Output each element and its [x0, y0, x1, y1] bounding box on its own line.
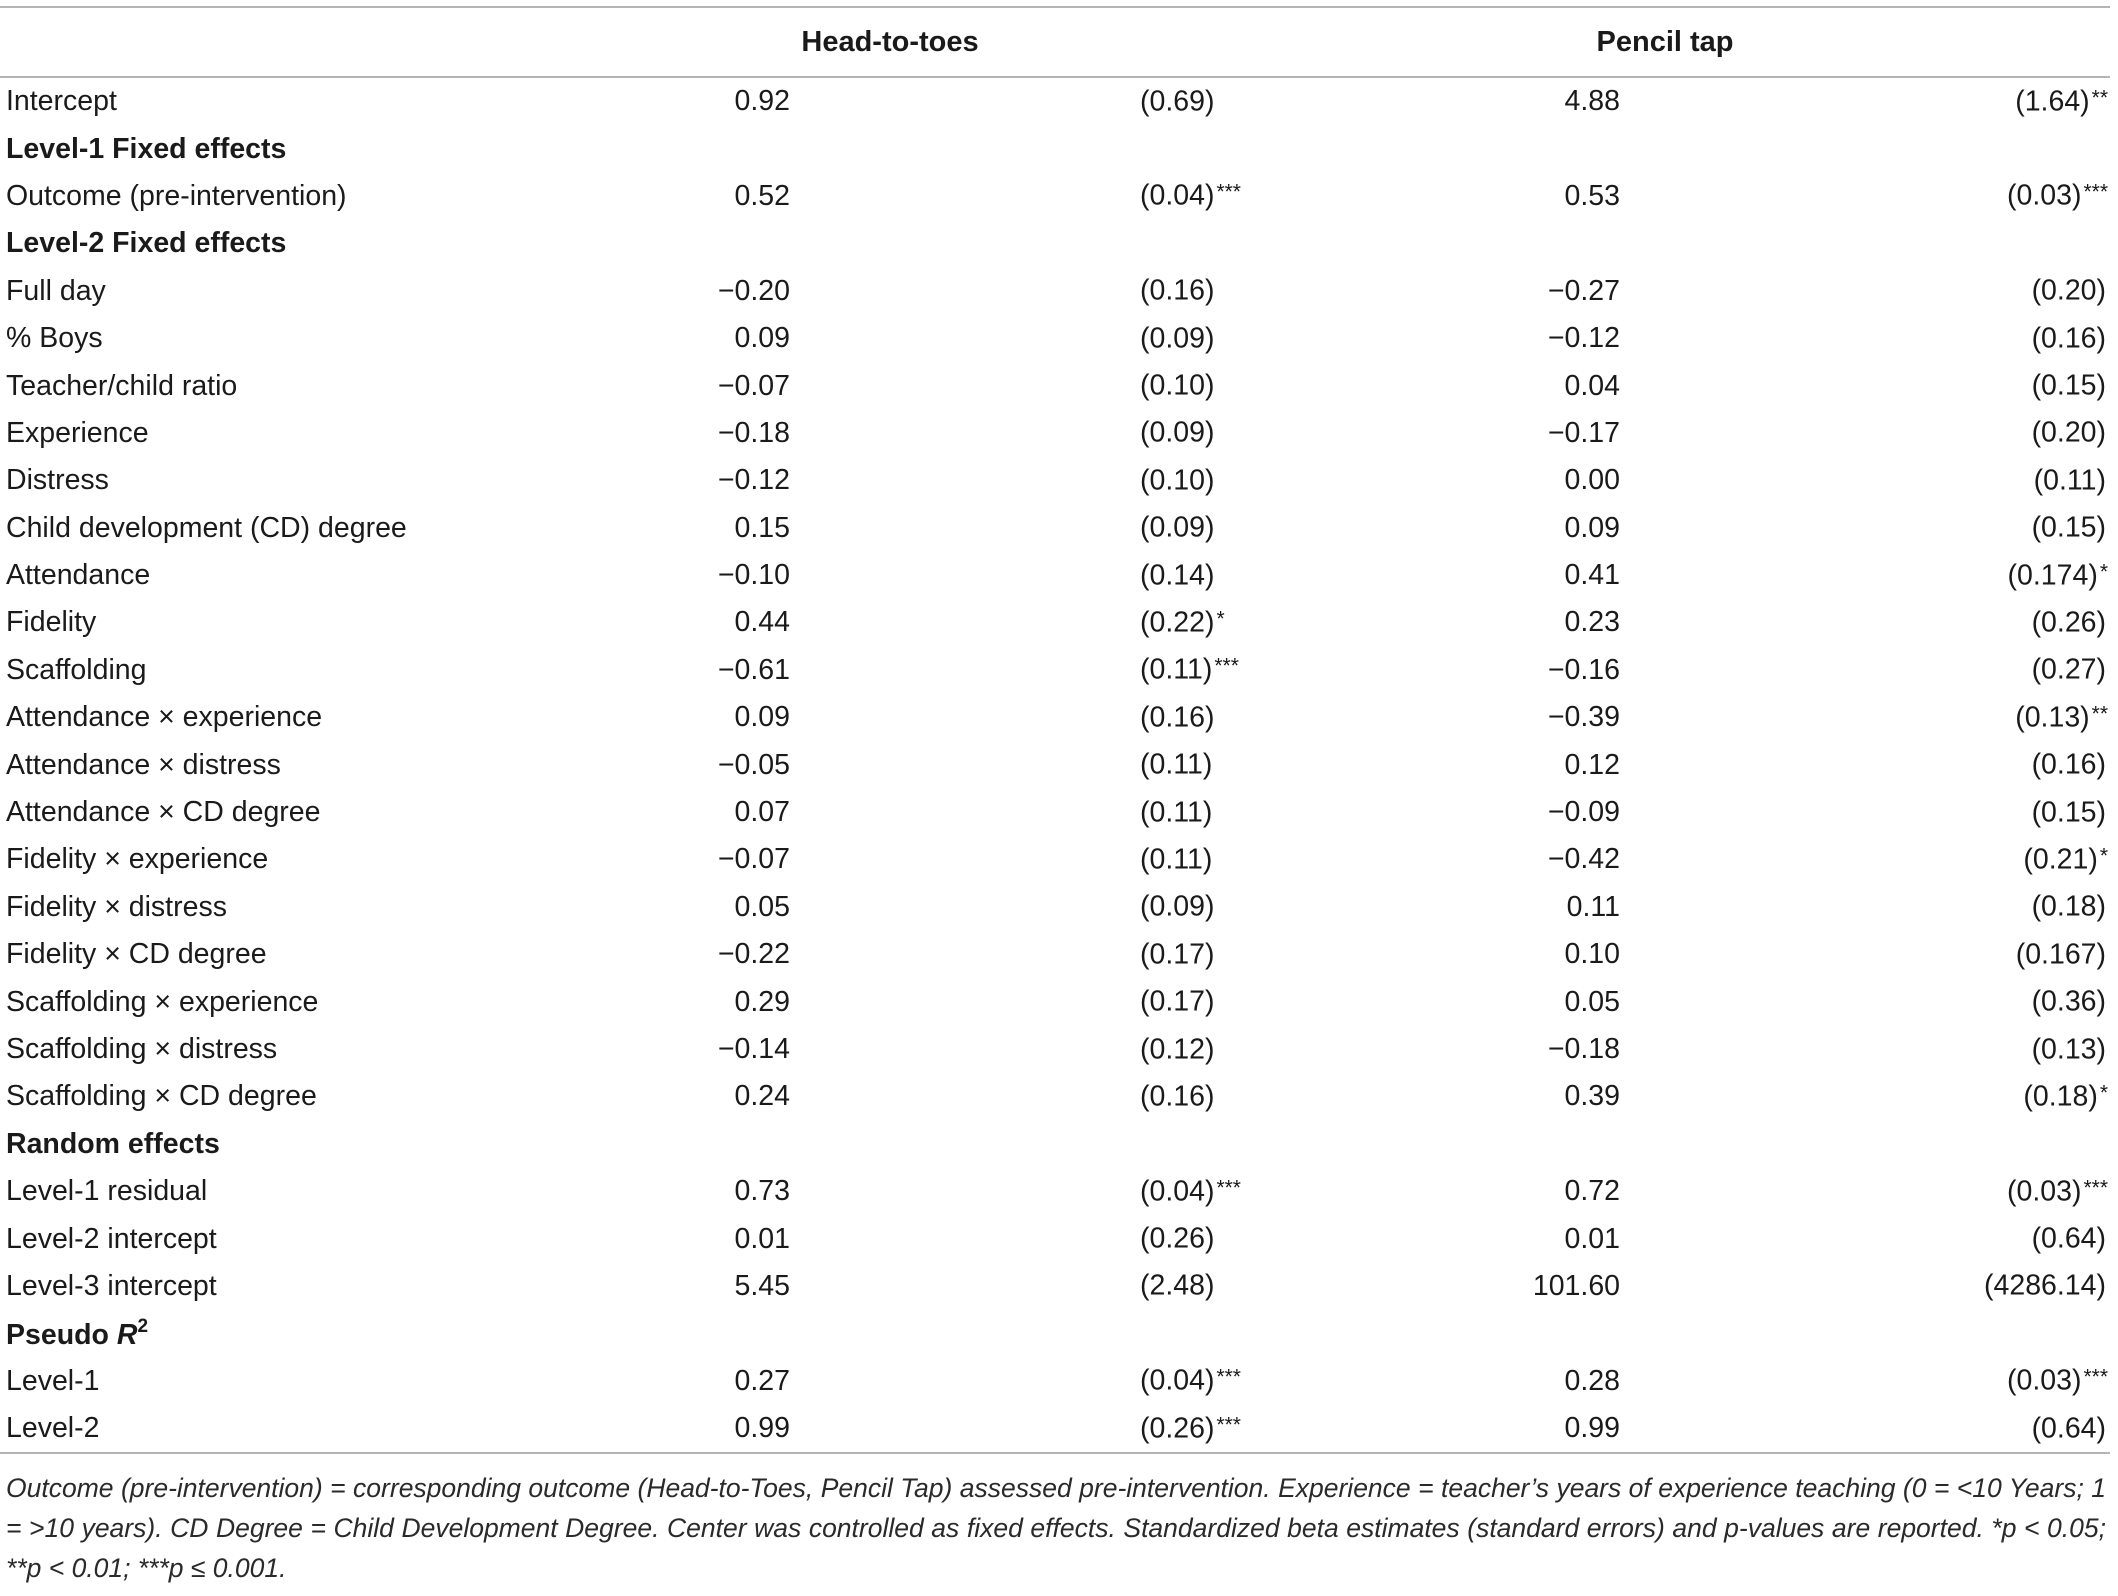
- row-label: Experience: [6, 416, 149, 449]
- pencil-tap-se-wrap: [2032, 370, 2108, 403]
- pencil-tap-se-wrap: [2032, 512, 2108, 545]
- head-to-toes-se-cell: [790, 599, 1225, 646]
- head-to-toes-se-wrap: [1140, 1080, 1214, 1113]
- pencil-tap-se-cell: [1620, 599, 2110, 646]
- row-label: Attendance × experience: [6, 701, 323, 734]
- pencil-tap-se-cell: [1620, 552, 2110, 599]
- pencil-tap-significance: **: [2091, 86, 2109, 110]
- pencil-tap-se-wrap: [2032, 796, 2108, 829]
- head-to-toes-se-cell: [790, 173, 1241, 220]
- head-to-toes-se-cell: [790, 978, 1220, 1025]
- head-to-toes-se-cell: [790, 1073, 1220, 1120]
- head-to-toes-se: (0.10): [1140, 464, 1215, 497]
- pencil-tap-se-wrap: [2008, 559, 2109, 592]
- row-label: % Boys: [6, 322, 103, 355]
- pencil-tap-estimate: 0.23: [1564, 606, 1621, 639]
- head-to-toes-se: (0.04): [1140, 1175, 1215, 1208]
- table-footnote: Outcome (pre-intervention) = corresponding outcome (Head-to-Toes, Pencil Tap) assessed pre-intervention. Experience = teacher’s years of experience teaching (0 = <10 Years; 1 = >10 years). CD Degree = Child Development Degree. Center was controlled as fixed effects. Standardized beta estimates (standard errors) and p-values are reported. *p < 0.05; **p < 0.01; ***p ≤ 0.001.: [6, 1473, 2106, 1583]
- pencil-tap-se-wrap: [1984, 1270, 2108, 1303]
- head-to-toes-se: (0.11): [1140, 653, 1213, 686]
- head-to-toes-se: (0.16): [1140, 274, 1215, 307]
- row-label: Level-1 residual: [6, 1175, 208, 1208]
- pencil-tap-estimate: 0.04: [1564, 369, 1621, 402]
- head-to-toes-estimate: −0.07: [717, 843, 790, 876]
- pencil-tap-se-wrap: [2007, 1175, 2108, 1208]
- pencil-tap-estimate: 0.53: [1564, 179, 1621, 212]
- table-row: [0, 647, 2110, 694]
- head-to-toes-se-cell: [790, 1026, 1220, 1073]
- pencil-tap-estimate: 0.41: [1564, 559, 1621, 592]
- table-row: [0, 599, 2110, 646]
- head-to-toes-se-cell: [790, 1358, 1241, 1405]
- pencil-tap-se: (0.64): [2031, 1412, 2107, 1445]
- pencil-tap-se-cell: [1620, 268, 2110, 315]
- pencil-tap-significance: **: [2091, 702, 2109, 726]
- pencil-tap-se-cell: [1620, 1358, 2110, 1405]
- head-to-toes-estimate: 0.09: [734, 701, 790, 734]
- head-to-toes-se-cell: [790, 362, 1220, 409]
- section-label-text: Level-1 Fixed effects: [6, 132, 287, 165]
- head-to-toes-estimate: 0.01: [734, 1222, 790, 1255]
- table-row: [0, 789, 2110, 836]
- head-to-toes-se: (0.11): [1140, 843, 1213, 876]
- head-to-toes-se-cell: [790, 268, 1220, 315]
- section-label-text: Level-2 Fixed effects: [6, 227, 287, 260]
- head-to-toes-se: (0.10): [1140, 369, 1215, 402]
- head-to-toes-estimate: 0.99: [560, 1405, 790, 1453]
- head-to-toes-significance: ***: [1216, 1413, 1241, 1437]
- head-to-toes-se: (0.17): [1140, 938, 1215, 971]
- pencil-tap-se-cell: [1620, 1405, 2110, 1453]
- pencil-tap-se-wrap: [2015, 85, 2108, 118]
- table-row: [0, 1168, 2110, 1215]
- head-to-toes-se-wrap: [1140, 512, 1214, 545]
- head-to-toes-se: (0.14): [1140, 559, 1215, 592]
- pencil-tap-se: (0.20): [2031, 416, 2107, 449]
- section-row: [0, 220, 2110, 267]
- head-to-toes-se: (0.04): [1140, 1364, 1215, 1397]
- pencil-tap-se-cell: [1620, 1215, 2110, 1262]
- head-to-toes-estimate: −0.61: [717, 653, 790, 686]
- head-to-toes-se: (0.11): [1140, 748, 1213, 781]
- table-row: [0, 1215, 2110, 1262]
- head-to-toes-se-wrap: [1140, 606, 1225, 639]
- head-to-toes-se-cell: [790, 552, 1220, 599]
- pencil-tap-estimate: 101.60: [1532, 1269, 1621, 1302]
- pencil-tap-se-cell: [1620, 978, 2110, 1025]
- row-label: Full day: [6, 274, 106, 307]
- head-to-toes-significance: ***: [1216, 1176, 1241, 1200]
- head-to-toes-se-cell: [790, 410, 1220, 457]
- row-label: Attendance × CD degree: [6, 796, 321, 829]
- row-label: Intercept: [6, 85, 117, 118]
- pencil-tap-se-wrap: [2023, 1080, 2108, 1113]
- table-row: [0, 505, 2110, 552]
- row-label: Fidelity × experience: [6, 843, 269, 876]
- head-to-toes-se-wrap: [1140, 1365, 1241, 1398]
- pencil-tap-se: (0.18): [2031, 890, 2107, 923]
- head-to-toes-estimate: 0.92: [734, 85, 790, 118]
- pencil-tap-se: (0.20): [2031, 274, 2107, 307]
- head-to-toes-estimate: 0.27: [734, 1364, 790, 1397]
- head-to-toes-estimate: −0.07: [717, 369, 790, 402]
- pencil-tap-se: (0.03): [2007, 1364, 2082, 1397]
- head-to-toes-estimate: 5.45: [734, 1269, 790, 1302]
- head-to-toes-se-wrap: [1140, 891, 1214, 924]
- table-row: [0, 77, 2110, 125]
- pencil-tap-se-cell: [1620, 315, 2110, 362]
- row-label: Distress: [6, 464, 109, 497]
- table-row: [0, 457, 2110, 504]
- row-label: Level-2: [0, 1405, 560, 1453]
- head-to-toes-se-cell: [790, 789, 1220, 836]
- pencil-tap-se-wrap: [2032, 275, 2108, 308]
- head-to-toes-se-wrap: [1140, 749, 1212, 782]
- table-row: [0, 552, 2110, 599]
- pencil-tap-se-cell: [1620, 362, 2110, 409]
- head-to-toes-estimate: 0.24: [734, 1080, 790, 1113]
- pencil-tap-se-cell: [1620, 505, 2110, 552]
- head-to-toes-se: (0.16): [1140, 701, 1215, 734]
- head-to-toes-se-cell: [790, 315, 1220, 362]
- pencil-tap-se: (0.36): [2031, 985, 2107, 1018]
- head-to-toes-estimate: 0.09: [734, 322, 790, 355]
- pencil-tap-se: (0.15): [2031, 511, 2107, 544]
- pencil-tap-se-wrap: [2015, 701, 2108, 734]
- head-to-toes-significance: *: [1216, 607, 1225, 631]
- pencil-tap-se-wrap: [2016, 938, 2108, 971]
- head-to-toes-se: (0.09): [1140, 890, 1215, 923]
- pencil-tap-estimate: −0.17: [1547, 416, 1621, 449]
- pencil-tap-se: (0.03): [2007, 1175, 2082, 1208]
- head-to-toes-estimate: 0.44: [734, 606, 790, 639]
- header-blank: [0, 7, 560, 77]
- pencil-tap-se: (0.15): [2031, 796, 2107, 829]
- section-label: [0, 1310, 2110, 1357]
- head-to-toes-se: (0.11): [1140, 796, 1213, 829]
- section-label: [0, 125, 2110, 172]
- head-to-toes-estimate: −0.20: [717, 274, 790, 307]
- pencil-tap-se-wrap: [2032, 1223, 2108, 1256]
- row-label: Level-2 intercept: [6, 1222, 217, 1255]
- pencil-tap-se-wrap: [2034, 464, 2108, 497]
- head-to-toes-se-wrap: [1140, 180, 1241, 213]
- head-to-toes-se: (0.17): [1140, 985, 1215, 1018]
- pencil-tap-se-cell: [1620, 77, 2110, 125]
- pencil-tap-se: (0.18): [2023, 1080, 2098, 1113]
- pencil-tap-se-cell: [1620, 457, 2110, 504]
- pencil-tap-se-wrap: [2032, 891, 2108, 924]
- table-row: [0, 1073, 2110, 1120]
- section-label-text: Random effects: [6, 1127, 220, 1160]
- pencil-tap-se: (0.15): [2031, 369, 2107, 402]
- row-label: Fidelity × distress: [6, 890, 227, 923]
- head-to-toes-se-wrap: [1140, 654, 1239, 687]
- pencil-tap-significance: *: [2099, 1081, 2109, 1105]
- pencil-tap-se-wrap: [2032, 654, 2108, 687]
- table-row: [0, 315, 2110, 362]
- pencil-tap-se-cell: [1620, 1026, 2110, 1073]
- pencil-tap-estimate: 0.05: [1564, 985, 1621, 1018]
- row-label: Level-3 intercept: [6, 1269, 217, 1302]
- row-label: Scaffolding × distress: [6, 1033, 278, 1065]
- pencil-tap-se-cell: [1620, 836, 2110, 883]
- head-to-toes-se: (2.48): [1140, 1269, 1215, 1302]
- section-label: [0, 220, 2110, 267]
- section-row: [0, 125, 2110, 172]
- head-to-toes-se-cell: [790, 1168, 1241, 1215]
- pencil-tap-se: (0.21): [2023, 843, 2098, 876]
- pencil-tap-se-wrap: [2023, 843, 2108, 876]
- head-to-toes-estimate: −0.12: [717, 464, 790, 497]
- head-to-toes-se: (0.12): [1140, 1033, 1215, 1065]
- row-label: Outcome (pre-intervention): [6, 179, 347, 212]
- table-header: [0, 7, 2110, 77]
- head-to-toes-se-cell: [790, 884, 1220, 931]
- head-to-toes-estimate: 0.07: [734, 796, 790, 829]
- pencil-tap-estimate: 0.10: [1564, 938, 1621, 971]
- table-row: [0, 931, 2110, 978]
- head-to-toes-se-cell: [790, 647, 1239, 694]
- pencil-tap-estimate: 0.99: [1220, 1405, 1620, 1453]
- section-label: [0, 1121, 2110, 1168]
- head-to-toes-estimate: −0.05: [717, 748, 790, 781]
- head-to-toes-se-wrap: [1140, 1412, 1241, 1445]
- head-to-toes-se-cell: [790, 1263, 1220, 1310]
- head-to-toes-se-wrap: [1140, 370, 1214, 403]
- pencil-tap-se: (0.13): [2031, 1033, 2107, 1065]
- pencil-tap-se-wrap: [2032, 417, 2108, 450]
- pencil-tap-estimate: 0.28: [1564, 1364, 1621, 1397]
- pencil-tap-estimate: 0.11: [1566, 890, 1621, 923]
- table-row: [0, 1263, 2110, 1310]
- head-to-toes-se-cell: [790, 836, 1220, 883]
- head-to-toes-estimate: −0.10: [717, 559, 790, 592]
- head-to-toes-se-wrap: [1140, 1033, 1214, 1066]
- pencil-tap-se: (0.26): [2031, 606, 2107, 639]
- head-to-toes-se-cell: [790, 931, 1220, 978]
- pencil-tap-estimate: 4.88: [1564, 85, 1621, 118]
- pencil-tap-se: (0.167): [2015, 938, 2107, 971]
- header-head-to-toes: Head-to-toes: [560, 7, 1220, 77]
- table-row: [0, 694, 2110, 741]
- regression-table: [0, 6, 2110, 1454]
- row-label: Fidelity: [6, 606, 97, 639]
- pencil-tap-estimate: −0.18: [1547, 1033, 1621, 1065]
- table-row: [0, 268, 2110, 315]
- head-to-toes-se-wrap: [1140, 986, 1214, 1019]
- head-to-toes-se: (0.04): [1140, 179, 1215, 212]
- section-row: [0, 1310, 2110, 1357]
- pencil-tap-se-wrap: [2032, 606, 2108, 639]
- pencil-tap-se: (4286.14): [1984, 1269, 2107, 1302]
- pencil-tap-se: (0.27): [2031, 653, 2107, 686]
- table-body: [0, 77, 2110, 1453]
- head-to-toes-estimate: −0.18: [717, 416, 790, 449]
- head-to-toes-estimate: −0.14: [717, 1033, 790, 1065]
- pencil-tap-estimate: −0.42: [1547, 843, 1621, 876]
- section-label-italic: R: [116, 1318, 138, 1351]
- pencil-tap-estimate: 0.01: [1564, 1222, 1621, 1255]
- pencil-tap-se: (0.13): [2015, 701, 2090, 734]
- pencil-tap-se-wrap: [2032, 749, 2108, 782]
- row-label: Child development (CD) degree: [6, 511, 407, 544]
- table-row: [0, 884, 2110, 931]
- row-label: Fidelity × CD degree: [6, 938, 267, 971]
- head-to-toes-se-cell: [790, 1215, 1220, 1262]
- row-label: Scaffolding: [6, 653, 147, 686]
- head-to-toes-se: (0.22): [1140, 606, 1215, 639]
- head-to-toes-estimate: 0.29: [734, 985, 790, 1018]
- head-to-toes-estimate: 0.05: [734, 890, 790, 923]
- pencil-tap-estimate: −0.27: [1547, 274, 1621, 307]
- pencil-tap-se-cell: [1620, 1168, 2110, 1215]
- pencil-tap-se-cell: [1620, 173, 2110, 220]
- pencil-tap-se-cell: [1620, 647, 2110, 694]
- head-to-toes-se-wrap: [1140, 701, 1214, 734]
- head-to-toes-se-wrap: [1140, 843, 1212, 876]
- pencil-tap-estimate: −0.16: [1547, 653, 1621, 686]
- table-row: [0, 1358, 2110, 1405]
- head-to-toes-se-cell: [790, 77, 1220, 125]
- section-label-text: Pseudo: [6, 1318, 117, 1351]
- head-to-toes-estimate: 0.73: [734, 1175, 790, 1208]
- head-to-toes-significance: ***: [1216, 1365, 1241, 1389]
- head-to-toes-significance: ***: [1214, 654, 1239, 678]
- pencil-tap-se-wrap: [2032, 986, 2108, 1019]
- head-to-toes-se-cell: [790, 1405, 1241, 1453]
- table-row: [0, 1405, 2110, 1453]
- head-to-toes-se-wrap: [1140, 1270, 1214, 1303]
- head-to-toes-se: (0.09): [1140, 322, 1215, 355]
- pencil-tap-se-cell: [1620, 741, 2110, 788]
- pencil-tap-se: (0.16): [2031, 322, 2107, 355]
- pencil-tap-se-cell: [1620, 410, 2110, 457]
- table-row: [0, 836, 2110, 883]
- pencil-tap-se: (1.64): [2015, 85, 2090, 118]
- row-label: Attendance × distress: [6, 748, 281, 781]
- pencil-tap-significance: ***: [2083, 1365, 2109, 1389]
- head-to-toes-se-wrap: [1140, 1175, 1241, 1208]
- head-to-toes-se: (0.09): [1140, 416, 1215, 449]
- pencil-tap-estimate: 0.09: [1564, 511, 1621, 544]
- row-label: Scaffolding × CD degree: [6, 1080, 317, 1113]
- table-row: [0, 173, 2110, 220]
- pencil-tap-se-cell: [1620, 931, 2110, 978]
- pencil-tap-estimate: 0.12: [1564, 748, 1621, 781]
- table-row: [0, 978, 2110, 1025]
- row-label: Scaffolding × experience: [6, 985, 319, 1018]
- pencil-tap-significance: ***: [2083, 180, 2109, 204]
- head-to-toes-se-wrap: [1140, 1223, 1214, 1256]
- head-to-toes-estimate: −0.22: [717, 938, 790, 971]
- pencil-tap-se-cell: [1620, 694, 2110, 741]
- pencil-tap-estimate: 0.00: [1564, 464, 1621, 497]
- head-to-toes-se-cell: [790, 505, 1220, 552]
- pencil-tap-estimate: −0.09: [1547, 796, 1621, 829]
- table-row: [0, 1026, 2110, 1073]
- pencil-tap-se-cell: [1620, 1263, 2110, 1310]
- pencil-tap-se: (0.174): [2007, 559, 2098, 592]
- section-label-superscript: 2: [137, 1315, 149, 1337]
- pencil-tap-se-cell: [1620, 789, 2110, 836]
- table-row: [0, 362, 2110, 409]
- pencil-tap-se: (0.03): [2007, 179, 2082, 212]
- pencil-tap-se-cell: [1620, 884, 2110, 931]
- head-to-toes-estimate: 0.15: [734, 511, 790, 544]
- head-to-toes-estimate: 0.52: [734, 179, 790, 212]
- head-to-toes-se-cell: [790, 457, 1220, 504]
- table-row: [0, 410, 2110, 457]
- pencil-tap-estimate: −0.12: [1547, 322, 1621, 355]
- head-to-toes-se-cell: [790, 694, 1220, 741]
- pencil-tap-se-wrap: [2007, 1365, 2108, 1398]
- head-to-toes-se-wrap: [1140, 938, 1214, 971]
- head-to-toes-se-wrap: [1140, 275, 1214, 308]
- head-to-toes-significance: ***: [1216, 180, 1241, 204]
- section-row: [0, 1121, 2110, 1168]
- head-to-toes-se: (0.16): [1140, 1080, 1215, 1113]
- row-label: Teacher/child ratio: [6, 369, 238, 402]
- pencil-tap-se: (0.11): [2033, 464, 2107, 497]
- head-to-toes-se-wrap: [1140, 322, 1214, 355]
- pencil-tap-se-wrap: [2007, 180, 2108, 213]
- pencil-tap-estimate: 0.72: [1564, 1175, 1621, 1208]
- table-row: [0, 741, 2110, 788]
- row-label: Attendance: [6, 559, 151, 592]
- head-to-toes-se: (0.26): [1140, 1412, 1215, 1445]
- head-to-toes-se-wrap: [1140, 464, 1214, 497]
- pencil-tap-significance: *: [2099, 560, 2109, 584]
- head-to-toes-se: (0.69): [1140, 85, 1215, 118]
- head-to-toes-se-wrap: [1140, 796, 1212, 829]
- pencil-tap-se-wrap: [2032, 322, 2108, 355]
- header-pencil-tap: Pencil tap: [1220, 7, 2110, 77]
- pencil-tap-se-cell: [1620, 1073, 2110, 1120]
- pencil-tap-estimate: 0.39: [1564, 1080, 1621, 1113]
- head-to-toes-se-wrap: [1140, 559, 1214, 592]
- head-to-toes-se-cell: [790, 741, 1220, 788]
- pencil-tap-se: (0.64): [2031, 1222, 2107, 1255]
- pencil-tap-se: (0.16): [2031, 748, 2107, 781]
- regression-table-container: [0, 6, 2110, 1454]
- head-to-toes-se-wrap: [1140, 85, 1214, 118]
- pencil-tap-se-wrap: [2032, 1033, 2108, 1066]
- pencil-tap-significance: *: [2099, 844, 2109, 868]
- pencil-tap-se-wrap: [2032, 1412, 2108, 1445]
- head-to-toes-se-wrap: [1140, 417, 1214, 450]
- head-to-toes-se: (0.26): [1140, 1222, 1215, 1255]
- head-to-toes-se: (0.09): [1140, 511, 1215, 544]
- row-label: Level-1: [6, 1364, 100, 1397]
- pencil-tap-estimate: −0.39: [1547, 701, 1621, 734]
- pencil-tap-significance: ***: [2083, 1176, 2109, 1200]
